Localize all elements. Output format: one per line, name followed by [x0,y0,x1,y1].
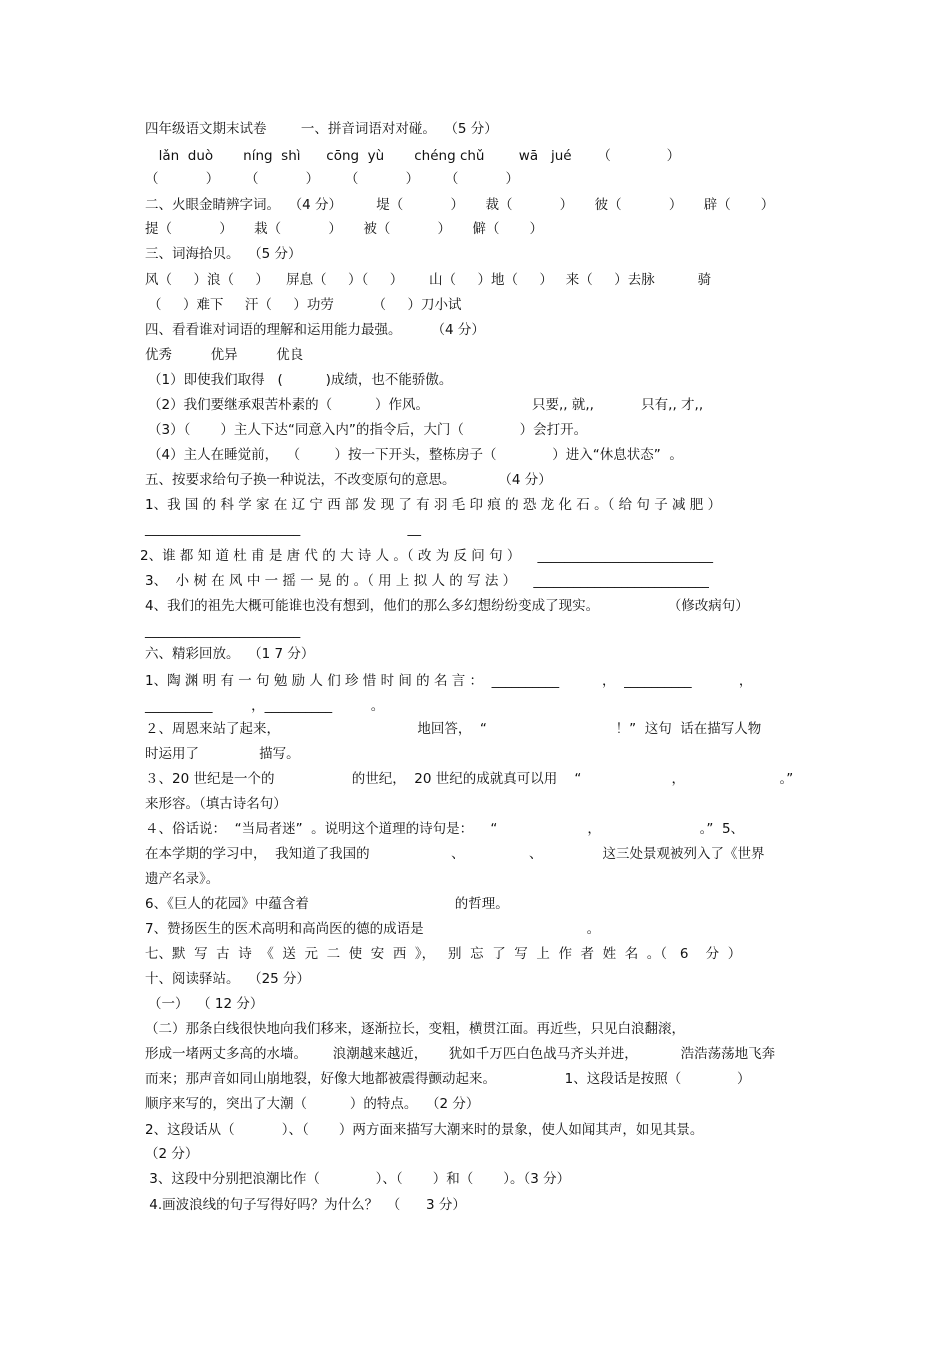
text-line: 4、我们的祖先大概可能谁也没有想到，他们的那么多幻想纷纷变成了现实。 （修改病句） [145,598,749,614]
text-line: 时运用了 描写。 [145,746,300,762]
text-line: 2、谁 都 知 道 杜 甫 是 唐 代 的 大 诗 人 。（ 改 为 反 问 句 ） __________________________ [140,548,714,564]
text-line: 十、阅读驿站。 （25 分） [145,971,311,987]
text-line: （2 分） [145,1146,199,1162]
text-line: _______________________ [145,623,301,639]
text-line: 遗产名录》。 [145,871,220,887]
text-line: 6、《巨人的花园》中蕴含着 的哲理。 [145,896,509,912]
text-line: 七、默 写 古 诗 《 送 元 二 使 安 西 》， 别 忘 了 写 上 作 者 姓 名 。（ 6 分 ） [145,946,742,962]
text-line: 1、陶 渊 明 有 一 句 勉 励 人 们 珍 惜 时 间 的 名 言 ： __________ ， __________ ， [145,673,753,689]
text-line: 提（ ） 栽（ ） 被（ ） 僻（ ） [145,221,544,237]
text-line: ４、俗话说： “当局者迷” 。说明这个道理的诗句是： “ ， 。” 5、 [145,821,745,837]
text-line: （ ） （ ） （ ） （ ） [145,171,520,187]
text-line: （4）主人在睡觉前， （ ）按一下开头，整栋房子（ ）进入“休息状态” 。 [148,447,683,463]
text-line: （二）那条白线很快地向我们移来，逐渐拉长，变粗，横贯江面。再近些，只见白浪翻滚， [145,1021,685,1037]
text-line: ３、20 世纪是一个的 的世纪， 20 世纪的成就真可以用 “ ， 。” [145,771,794,787]
text-line: 四、看看谁对词语的理解和运用能力最强。 （4 分） [145,322,485,338]
text-line: 五、按要求给句子换一种说法，不改变原句的意思。 （4 分） [145,472,552,488]
text-line: 3、 小 树 在 风 中 一 摇 一 晃 的 。（ 用 上 拟 人 的 写 法 ） __________________________ [145,573,709,589]
text-line: 二、火眼金睛辨字词。 （4 分） 堤（ ） 裁（ ） 彼（ ） 辟（ ） [145,197,775,213]
text-line: 1、我 国 的 科 学 家 在 辽 宁 西 部 发 现 了 有 羽 毛 印 痕 的 恐 龙 化 石 。（ 给 句 子 减 肥 ） [145,497,722,513]
text-line: （ ）难下 汗（ ）功劳 （ ）刀小试 [148,297,462,313]
text-line: 7、赞扬医生的医术高明和高尚医的德的成语是 。 [145,921,601,937]
text-line: 风（ ）浪（ ） 屏息（ ）（ ） 山（ ）地（ ） 来（ ）去脉 骑 [145,272,712,288]
text-line: lǎn duò níng shì cōng yù chéng chǔ wā jué （ ） [150,148,681,164]
text-line: 优秀 优异 优良 [145,347,304,363]
text-line: 来形容。（填古诗名句） [145,796,287,812]
text-line: 三、词海拾贝。 （5 分） [145,246,302,262]
text-line: __________ ，__________ 。 [145,698,385,714]
text-line: （3）（ ）主人下达“同意入内”的指令后，大门（ ）会打开。 [148,422,588,438]
text-line: 形成一堵两丈多高的水墙。 浪潮越来越近， 犹如千万匹白色战马齐头并进， 浩浩荡荡地飞奔 [145,1046,776,1062]
text-line: 四年级语文期末试卷 一、拼音词语对对碰。 （5 分） [145,121,498,137]
text-line: 顺序来写的，突出了大潮（ ）的特点。 （2 分） [145,1096,480,1112]
text-line: 在本学期的学习中， 我知道了我国的 、 、 这三处景观被列入了《世界 [145,846,765,862]
text-line: （2）我们要继承艰苦朴素的（ ）作风。 只要,, 就,, 只有,, 才,, [148,397,704,413]
text-line: （1）即使我们取得 ( )成绩，也不能骄傲。 [148,372,453,388]
text-line: 六、精彩回放。 （1 7 分） [145,646,315,662]
text-line: 3、这段中分别把浪潮比作（ ）、（ ）和（ ）。（3 分） [145,1171,571,1187]
text-line: _______________________ __ [145,521,422,537]
text-line: 4.画波浪线的句子写得好吗？为什么？ （ 3 分） [145,1197,466,1213]
text-line: （一） （ 12 分） [148,996,264,1012]
text-line: 而来；那声音如同山崩地裂，好像大地都被震得颤动起来。 1、这段话是按照（ ） [145,1071,751,1087]
text-line: ２、周恩来站了起来， 地回答， “ ！” 这句 话在描写人物 [145,721,762,737]
text-line: 2、这段话从（ ）、（ ）两方面来描写大潮来时的景象，使人如闻其声，如见其景。 [145,1122,704,1138]
